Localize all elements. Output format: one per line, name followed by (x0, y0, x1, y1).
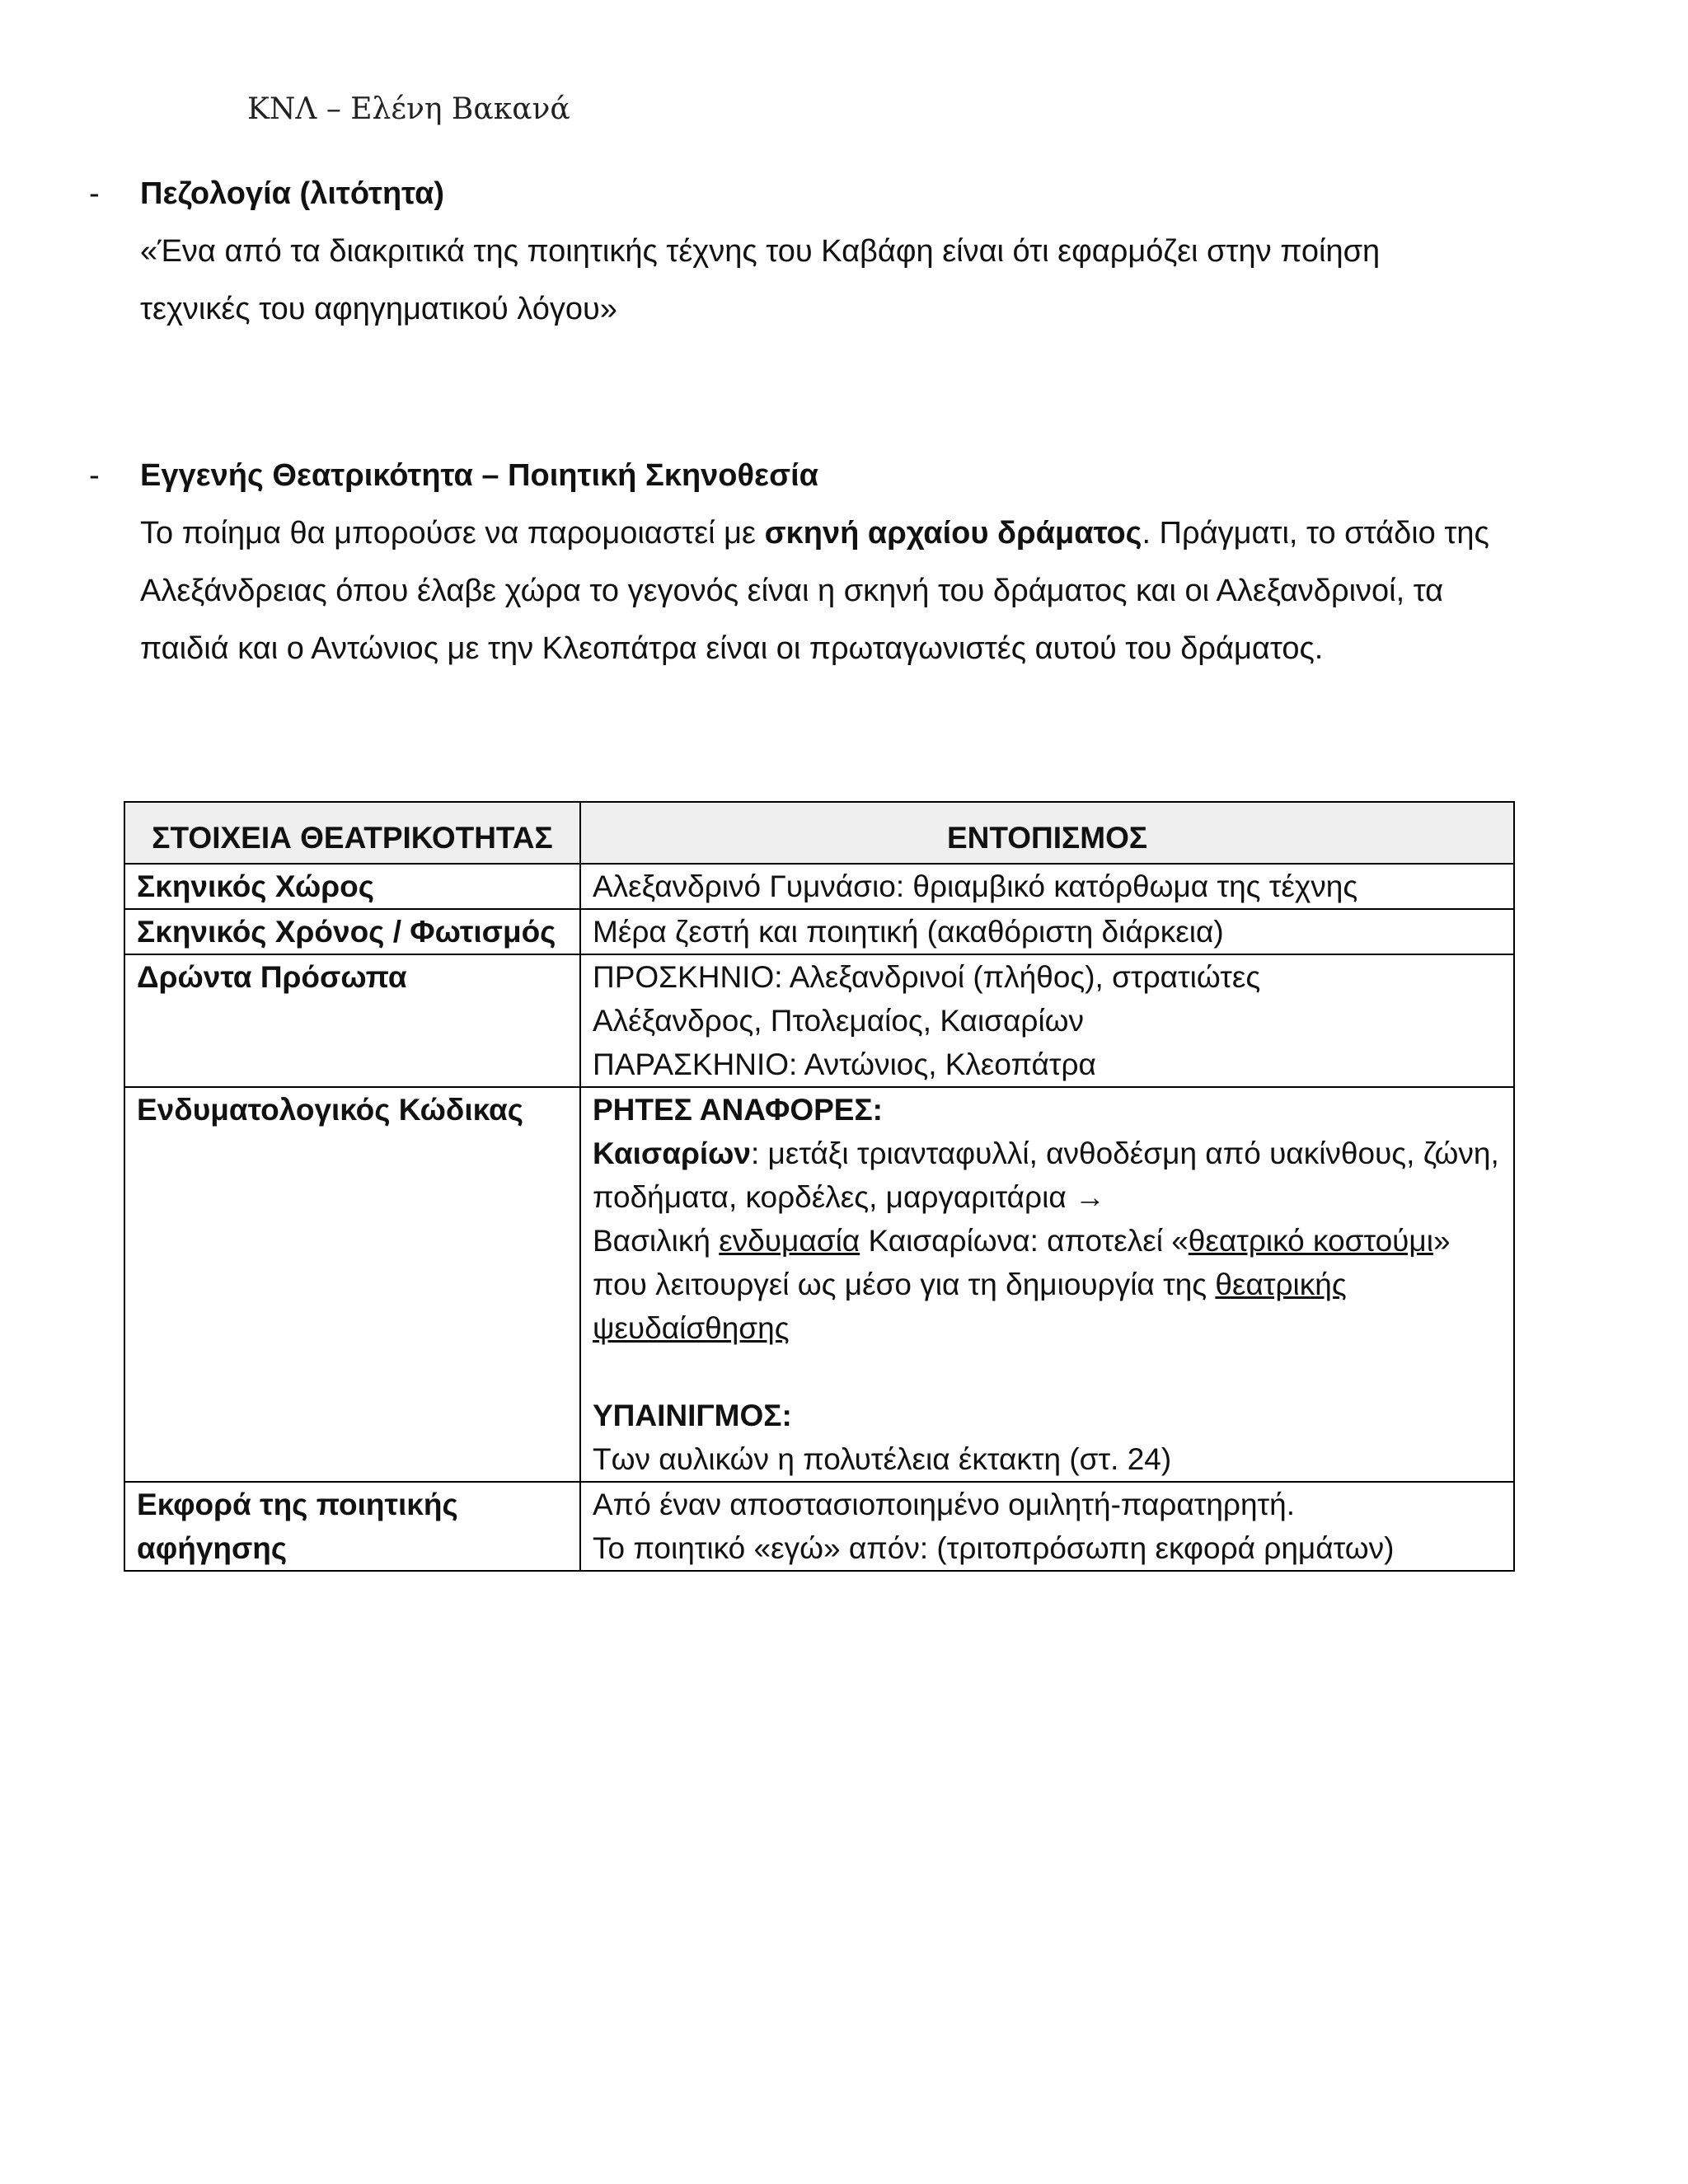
section-title: Εγγενής Θεατρικότητα – Ποιητική Σκηνοθεσία (140, 458, 818, 493)
explicit-references-heading: ΡΗΤΕΣ ΑΝΑΦΟΡΕΣ: (593, 1093, 883, 1127)
paragraph-line: τεχνικές του αφηγηματικού λόγου» (140, 292, 617, 326)
paragraph-line: «Ένα από τα διακριτικά της ποιητικής τέχνης του Καβάφη είναι ότι εφαρμόζει στην ποίηση (140, 234, 1381, 269)
section-pezologia (89, 165, 1523, 338)
arrow-right-icon: → (1075, 1180, 1105, 1214)
row-label: Δρώντα Πρόσωπα (124, 954, 580, 1087)
bold-phrase: σκηνή αρχαίου δράματος (764, 516, 1142, 551)
table-header-row (124, 802, 1514, 864)
bullet-dash: - (89, 176, 100, 211)
hint-heading: ΥΠΑΙΝΙΓΜΟΣ: (593, 1399, 792, 1432)
section-title: Πεζολογία (λιτότητα) (140, 176, 445, 211)
page-header: ΚΝΛ – Ελένη Βακανά (247, 92, 570, 126)
bullet-dash: - (89, 458, 100, 493)
table-row (124, 954, 1514, 1087)
theatricality-table (124, 801, 1515, 1572)
row-value (580, 1087, 1514, 1482)
column-header: ΣΤΟΙΧΕΙΑ ΘΕΑΤΡΙΚΟΤΗΤΑΣ (124, 802, 580, 864)
row-label: Εκφορά της ποιητικής αφήγησης (124, 1482, 580, 1571)
row-label: Ενδυματολογικός Κώδικας (124, 1087, 580, 1482)
table-row (124, 864, 1514, 909)
kaisarion-line: Καισαρίων: μετάξι τριανταφυλλί, ανθοδέσμη από υακίνθους, ζώνη, ποδήματα, κορδέλες, μαργαριτάρια → (593, 1137, 1499, 1214)
hint-text: Των αυλικών η πολυτέλεια έκτακτη (στ. 24) (593, 1442, 1172, 1476)
royal-attire-line: Βασιλική ενδυμασία Καισαρίωνα: αποτελεί «θεατρικό κοστούμι» που λειτουργεί ως μέσο για τη δημιουργία της θεατρικής ψευδαίσθησης (593, 1224, 1451, 1345)
row-label: Σκηνικός Χώρος (124, 864, 580, 909)
section-theatricality (89, 447, 1523, 677)
row-value: Μέρα ζεστή και ποιητική (ακαθόριστη διάρκεια) (580, 909, 1514, 954)
spacer (593, 1350, 1502, 1394)
table-row (124, 909, 1514, 954)
section-paragraph: Το ποίημα θα μπορούσε να παρομοιαστεί με σκηνή αρχαίου δράματος. Πράγματι, το στάδιο της Αλεξάνδρειας όπου έλαβε χώρα το γεγονός είναι η σκηνή του δράματος και οι Αλεξανδρινοί, τα παιδιά και ο Αντώνιος με την Κλεοπάτρα είναι οι πρωταγωνιστές αυτού του δράματος. (140, 516, 1489, 666)
row-label: Σκηνικός Χρόνος / Φωτισμός (124, 909, 580, 954)
row-value: Από έναν αποστασιοποιημένο ομιλητή-παρατηρητή. Το ποιητικό «εγώ» απόν: (τριτοπρόσωπη εκφορά ρημάτων) (580, 1482, 1514, 1571)
table-row (124, 1482, 1514, 1571)
table-row (124, 1087, 1514, 1482)
row-value: Αλεξανδρινό Γυμνάσιο: θριαμβικό κατόρθωμα της τέχνης (580, 864, 1514, 909)
column-header: ΕΝΤΟΠΙΣΜΟΣ (580, 802, 1514, 864)
row-value: ΠΡΟΣΚΗΝΙΟ: Αλεξανδρινοί (πλήθος), στρατιώτες Αλέξανδρος, Πτολεμαίος, Καισαρίων ΠΑΡΑΣΚΗΝΙΟ: Αντώνιος, Κλεοπάτρα (580, 954, 1514, 1087)
